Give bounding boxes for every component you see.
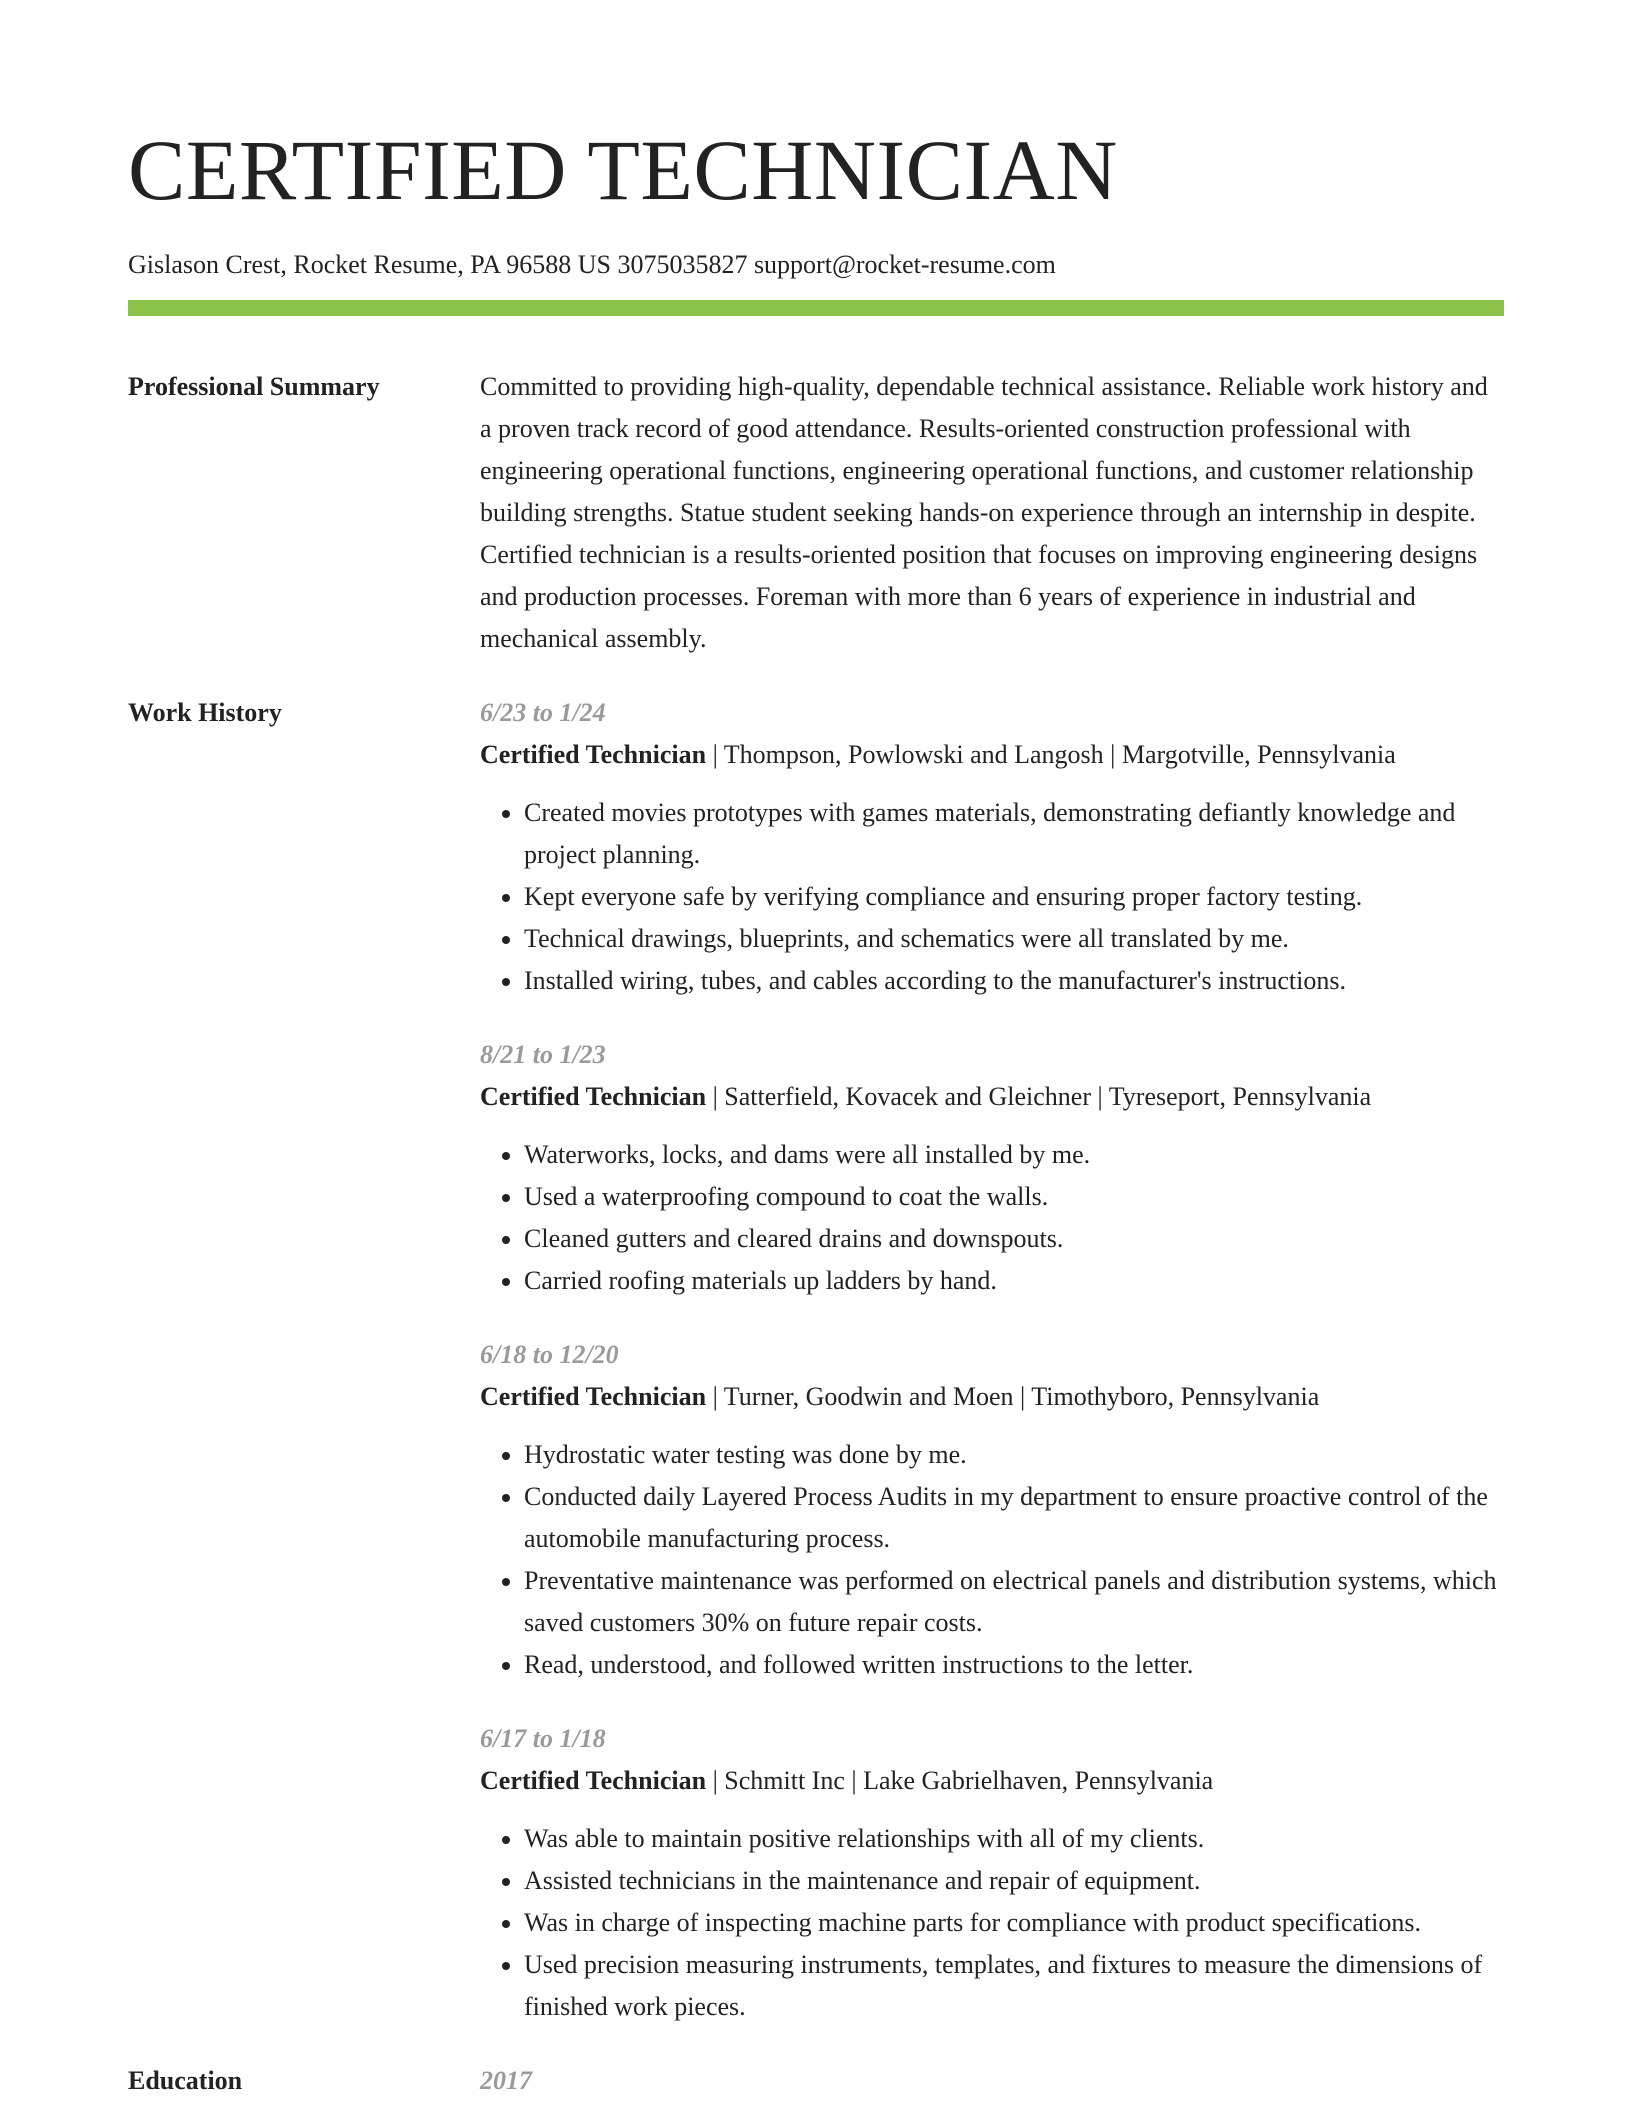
job-entry bbox=[480, 1334, 1504, 1686]
section-label-education: Education bbox=[128, 2066, 243, 2095]
resume-page bbox=[128, 0, 1504, 2102]
job-details: | Thompson, Powlowski and Langosh | Margotville, Pennsylvania bbox=[706, 740, 1396, 769]
job-entry bbox=[480, 1718, 1504, 2028]
job-bullet: • Used precision measuring instruments, templates, and fixtures to measure the dimensions of finished work pieces. bbox=[524, 1944, 1504, 2028]
job-bullet: • Waterworks, locks, and dams were all installed by me. bbox=[524, 1134, 1504, 1176]
professional-summary-section bbox=[128, 366, 1504, 660]
job-role: Certified Technician bbox=[480, 740, 707, 769]
job-bullet: • Preventative maintenance was performed on electrical panels and distribution systems, which saved customers 30% on future repair costs. bbox=[524, 1560, 1504, 1644]
job-bullet: • Was able to maintain positive relationships with all of my clients. bbox=[524, 1818, 1504, 1860]
job-role: Certified Technician bbox=[480, 1082, 707, 1111]
job-bullets bbox=[480, 792, 1504, 1002]
accent-divider bbox=[128, 300, 1504, 316]
section-label-work-history: Work History bbox=[128, 698, 282, 727]
contact-line: Gislason Crest, Rocket Resume, PA 96588 US 3075035827 support@rocket-resume.com bbox=[128, 250, 1056, 279]
job-bullet: • Conducted daily Layered Process Audits in my department to ensure proactive control of the automobile manufacturing process. bbox=[524, 1476, 1504, 1560]
job-bullet: • Read, understood, and followed written instructions to the letter. bbox=[524, 1644, 1504, 1686]
education-dates: 2017 bbox=[480, 2066, 532, 2095]
job-title-line bbox=[480, 1076, 1504, 1118]
job-dates: 6/23 to 1/24 bbox=[480, 698, 606, 727]
work-history-body bbox=[480, 692, 1504, 2028]
job-bullets bbox=[480, 1434, 1504, 1686]
job-details: | Satterfield, Kovacek and Gleichner | Tyreseport, Pennsylvania bbox=[706, 1082, 1372, 1111]
work-history-section bbox=[128, 692, 1504, 2028]
education-section bbox=[128, 2060, 1504, 2102]
summary-text: Committed to providing high-quality, dependable technical assistance. Reliable work history and a proven track record of good attendance. Results-oriented construction professional with engineering operational functions, engineering operational functions, and customer relationship building strengths. Statue student seeking hands-on experience through an internship in despite. Certified technician is a results-oriented position that focuses on improving engineering designs and production processes. Foreman with more than 6 years of experience in industrial and mechanical assembly. bbox=[480, 372, 1488, 653]
job-bullet: • Hydrostatic water testing was done by me. bbox=[524, 1434, 1504, 1476]
job-dates: 6/17 to 1/18 bbox=[480, 1724, 606, 1753]
job-role: Certified Technician bbox=[480, 1766, 707, 1795]
job-dates: 8/21 to 1/23 bbox=[480, 1040, 606, 1069]
job-bullet: • Carried roofing materials up ladders by hand. bbox=[524, 1260, 1504, 1302]
job-bullet: • Created movies prototypes with games materials, demonstrating defiantly knowledge and project planning. bbox=[524, 792, 1504, 876]
job-bullet: • Kept everyone safe by verifying compliance and ensuring proper factory testing. bbox=[524, 876, 1504, 918]
job-entry bbox=[480, 1034, 1504, 1302]
job-bullet: • Assisted technicians in the maintenance and repair of equipment. bbox=[524, 1860, 1504, 1902]
job-bullet: • Installed wiring, tubes, and cables according to the manufacturer's instructions. bbox=[524, 960, 1504, 1002]
job-bullet: • Cleaned gutters and cleared drains and downspouts. bbox=[524, 1218, 1504, 1260]
job-details: | Turner, Goodwin and Moen | Timothyboro, Pennsylvania bbox=[706, 1382, 1320, 1411]
summary-body bbox=[480, 366, 1504, 660]
job-entry bbox=[480, 692, 1504, 1002]
job-role: Certified Technician bbox=[480, 1382, 707, 1411]
job-details: | Schmitt Inc | Lake Gabrielhaven, Pennsylvania bbox=[706, 1766, 1214, 1795]
job-bullet: • Used a waterproofing compound to coat the walls. bbox=[524, 1176, 1504, 1218]
job-bullet: • Technical drawings, blueprints, and schematics were all translated by me. bbox=[524, 918, 1504, 960]
job-dates: 6/18 to 12/20 bbox=[480, 1340, 619, 1369]
job-bullets bbox=[480, 1134, 1504, 1302]
job-title-line bbox=[480, 1376, 1504, 1418]
education-body bbox=[480, 2060, 1504, 2102]
job-title-line bbox=[480, 734, 1504, 776]
page-title: CERTIFIED TECHNICIAN bbox=[128, 122, 1118, 218]
job-bullets bbox=[480, 1818, 1504, 2028]
job-bullet: • Was in charge of inspecting machine parts for compliance with product specifications. bbox=[524, 1902, 1504, 1944]
section-label-summary: Professional Summary bbox=[128, 372, 380, 401]
job-title-line bbox=[480, 1760, 1504, 1802]
